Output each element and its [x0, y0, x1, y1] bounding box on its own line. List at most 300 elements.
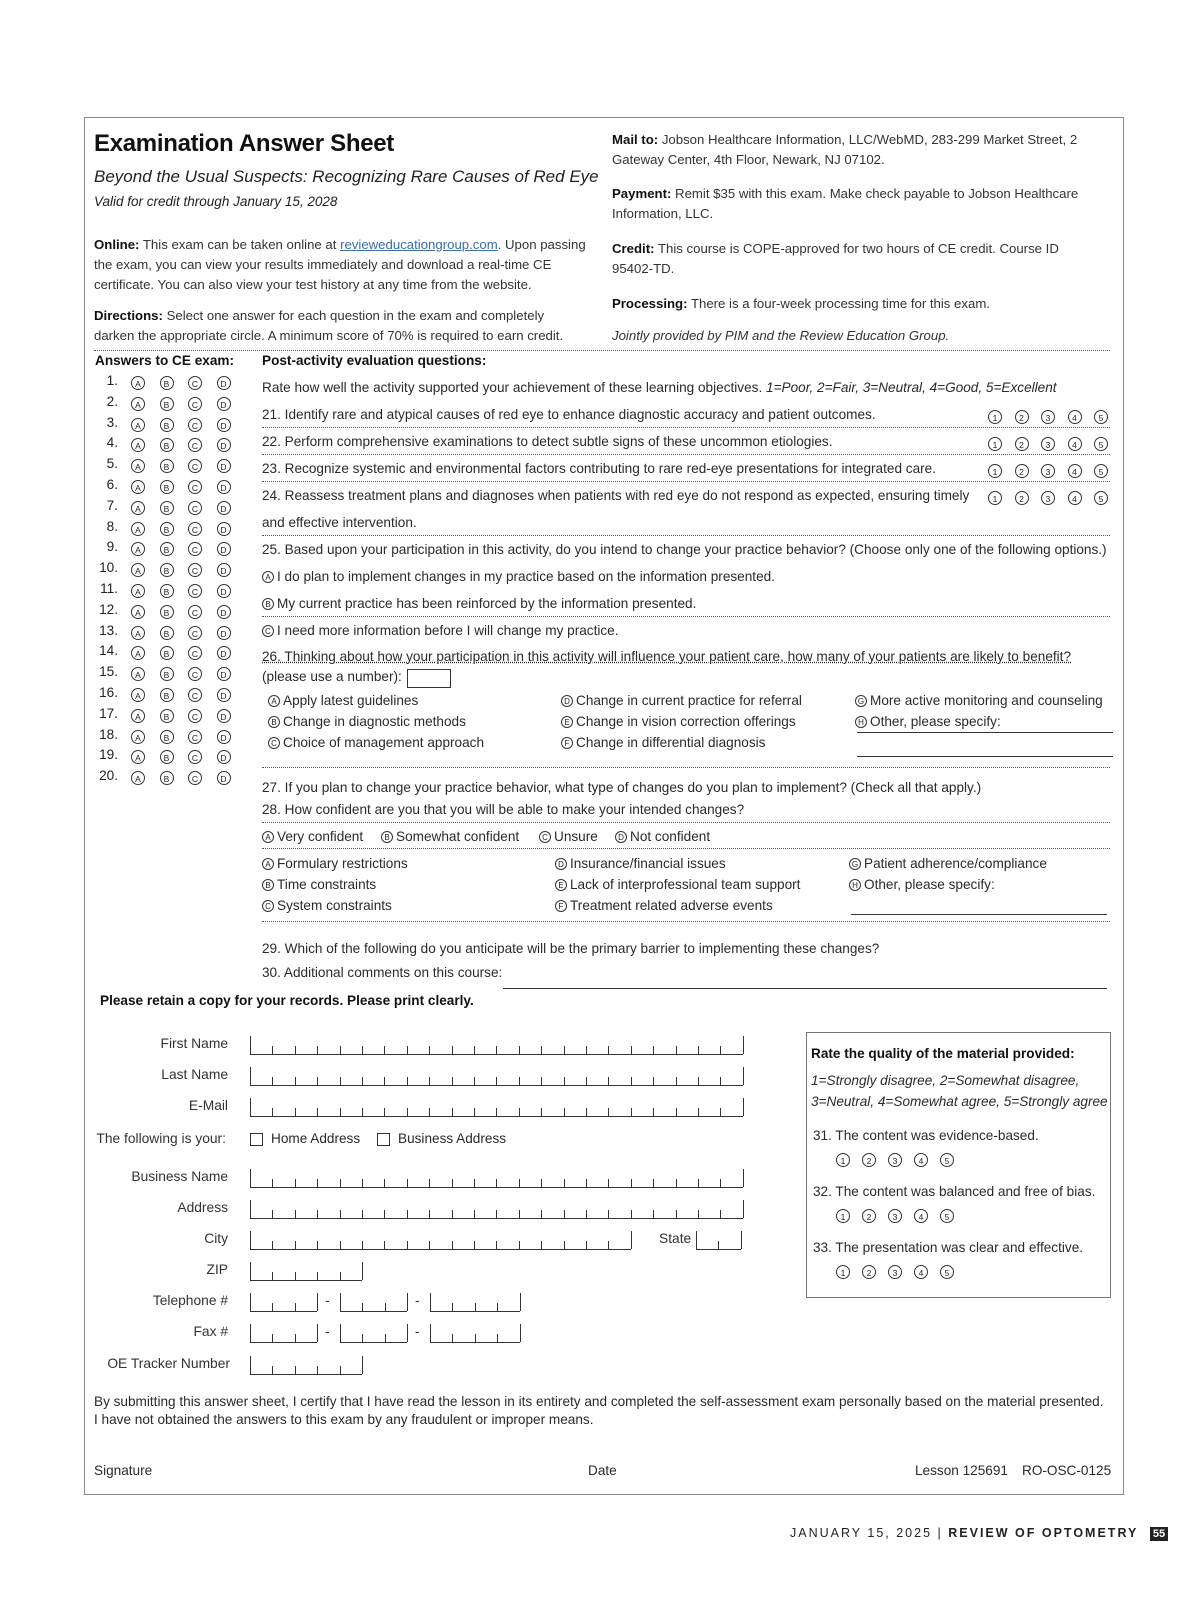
rating-bubble-5[interactable]: 5 [1094, 491, 1108, 505]
home-address-option[interactable] [250, 1131, 360, 1146]
rating-bubble-3[interactable]: 3 [1041, 464, 1055, 478]
answer-bubble-d[interactable]: D [217, 397, 231, 411]
box-divider [340, 1179, 341, 1187]
option-bubble[interactable]: F [555, 900, 567, 912]
quality-bubble-5[interactable]: 5 [940, 1265, 954, 1279]
answer-bubble-a[interactable]: A [131, 542, 145, 556]
answer-bubble-b[interactable]: B [160, 605, 174, 619]
answer-bubble-c[interactable]: C [188, 376, 202, 390]
box-divider [429, 1108, 430, 1116]
option-label: Change in current practice for referral [576, 693, 802, 708]
answer-bubble-b[interactable]: B [160, 626, 174, 640]
box-divider [474, 1241, 475, 1249]
box-divider [317, 1293, 318, 1311]
box-divider [317, 1366, 318, 1374]
box-divider [362, 1334, 363, 1342]
answer-bubble-d[interactable]: D [217, 771, 231, 785]
divider [262, 848, 1110, 849]
telephone-prefix[interactable] [340, 1291, 407, 1312]
box-divider [272, 1366, 273, 1374]
zip-boxes[interactable] [250, 1260, 362, 1281]
rating-bubble-1[interactable]: 1 [988, 464, 1002, 478]
box-divider [317, 1108, 318, 1116]
rating-bubble-1[interactable]: 1 [988, 437, 1002, 451]
answer-bubble-c[interactable]: C [188, 397, 202, 411]
question-number: 14. [99, 643, 118, 659]
box-divider [452, 1046, 453, 1054]
telephone-line-number[interactable] [430, 1291, 520, 1312]
answer-bubble-b[interactable]: B [160, 750, 174, 764]
answer-bubble-c[interactable]: C [188, 522, 202, 536]
q32-text: 32. The content was balanced and free of bias. [813, 1184, 1096, 1199]
answer-bubble-c[interactable]: C [188, 501, 202, 515]
rate-intro-text: Rate how well the activity supported your achievement of these learning objectives. [262, 380, 763, 395]
oe-tracker-boxes[interactable] [250, 1354, 362, 1375]
box-divider [317, 1324, 318, 1342]
rating-bubble-5[interactable]: 5 [1094, 464, 1108, 478]
box-divider [429, 1179, 430, 1187]
answer-bubble-d[interactable]: D [217, 480, 231, 494]
rating-bubble-3[interactable]: 3 [1041, 491, 1055, 505]
option-a[interactable] [262, 829, 363, 844]
option-e[interactable] [555, 877, 800, 892]
box-divider [497, 1303, 498, 1311]
box-divider [496, 1179, 497, 1187]
answer-bubble-b[interactable]: B [160, 709, 174, 723]
answer-bubble-b[interactable]: B [160, 459, 174, 473]
q27-other-line[interactable] [857, 732, 1113, 733]
answer-bubble-d[interactable]: D [217, 501, 231, 515]
option-bubble[interactable]: B [262, 879, 274, 891]
answer-bubble-d[interactable]: D [217, 563, 231, 577]
box-divider [430, 1324, 431, 1342]
box-divider [676, 1046, 677, 1054]
box-divider [317, 1241, 318, 1249]
answer-bubble-b[interactable]: B [160, 522, 174, 536]
option-bubble[interactable]: E [555, 879, 567, 891]
mail-text: Jobson Healthcare Information, LLC/WebMD, 283-299 Market Street, 2 Gateway Center, 4th Floor, Newark, NJ 07102. [612, 132, 1078, 167]
option-a[interactable] [262, 856, 408, 871]
dash: - [415, 1293, 420, 1308]
rating-bubble-4[interactable]: 4 [1068, 464, 1082, 478]
answer-bubble-d[interactable]: D [217, 688, 231, 702]
option-bubble[interactable]: A [262, 831, 274, 843]
box-divider [541, 1179, 542, 1187]
dash: - [325, 1293, 330, 1308]
box-divider [564, 1179, 565, 1187]
answer-bubble-a[interactable]: A [131, 563, 145, 577]
option-bubble[interactable]: A [262, 571, 274, 583]
answer-bubble-b[interactable]: B [160, 438, 174, 452]
quality-bubble-4[interactable]: 4 [914, 1209, 928, 1223]
box-divider [496, 1241, 497, 1249]
rating-bubble-1[interactable]: 1 [988, 491, 1002, 505]
box-divider [475, 1303, 476, 1311]
option-bubble[interactable]: F [561, 737, 573, 749]
option-b[interactable] [268, 714, 466, 729]
state-boxes[interactable] [696, 1229, 741, 1250]
quality-bubble-2[interactable]: 2 [862, 1153, 876, 1167]
answer-bubble-c[interactable]: C [188, 480, 202, 494]
q27-other-line-2[interactable] [857, 756, 1113, 757]
option-bubble[interactable]: B [262, 598, 274, 610]
answer-bubble-a[interactable]: A [131, 605, 145, 619]
box-divider [340, 1366, 341, 1374]
rating-bubble-3[interactable]: 3 [1041, 437, 1055, 451]
rating-bubble-2[interactable]: 2 [1015, 464, 1029, 478]
question-number: 5. [106, 456, 118, 472]
option-bubble[interactable]: C [262, 900, 274, 912]
box-divider [429, 1077, 430, 1085]
answer-bubble-c[interactable]: C [188, 730, 202, 744]
option-label: Change in vision correction offerings [576, 714, 796, 729]
quality-bubble-4[interactable]: 4 [914, 1265, 928, 1279]
box-divider [250, 1169, 251, 1187]
rating-bubble-2[interactable]: 2 [1015, 410, 1029, 424]
rating-bubble-4[interactable]: 4 [1068, 491, 1082, 505]
option-bubble[interactable]: A [262, 858, 274, 870]
fax-label: Fax # [193, 1324, 228, 1339]
rating-bubble-2[interactable]: 2 [1015, 437, 1029, 451]
q29-other-line[interactable] [851, 914, 1107, 915]
option-label: Apply latest guidelines [283, 693, 419, 708]
answer-bubble-d[interactable]: D [217, 542, 231, 556]
box-divider [452, 1179, 453, 1187]
box-divider [452, 1241, 453, 1249]
option-b[interactable] [381, 829, 519, 844]
quality-bubble-3[interactable]: 3 [888, 1209, 902, 1223]
city-boxes[interactable] [250, 1229, 631, 1250]
quality-bubble-2[interactable]: 2 [862, 1265, 876, 1279]
answer-bubble-b[interactable]: B [160, 730, 174, 744]
option-label: Formulary restrictions [277, 856, 408, 871]
last-name-boxes[interactable] [250, 1065, 743, 1086]
option-bubble[interactable]: A [268, 695, 280, 707]
option-label: Choice of management approach [283, 735, 485, 750]
answer-bubble-d[interactable]: D [217, 626, 231, 640]
option-g[interactable] [849, 856, 1047, 871]
option-d[interactable] [555, 856, 726, 871]
signature-label[interactable]: Signature [94, 1463, 153, 1478]
box-divider [586, 1046, 587, 1054]
answer-row [98, 373, 238, 393]
option-bubble[interactable]: D [561, 695, 573, 707]
box-divider [474, 1046, 475, 1054]
website-link[interactable]: revieweducationgroup.com [340, 237, 498, 252]
answer-bubble-c[interactable]: C [188, 646, 202, 660]
answer-bubble-a[interactable]: A [131, 667, 145, 681]
rate-intro [262, 380, 1057, 395]
box-divider [586, 1241, 587, 1249]
answer-bubble-c[interactable]: C [188, 459, 202, 473]
divider [262, 822, 1110, 823]
option-e[interactable] [561, 714, 796, 729]
answer-bubble-b[interactable]: B [160, 688, 174, 702]
answer-bubble-c[interactable]: C [188, 418, 202, 432]
quality-bubble-1[interactable]: 1 [836, 1209, 850, 1223]
quality-bubble-5[interactable]: 5 [940, 1153, 954, 1167]
answer-bubble-a[interactable]: A [131, 397, 145, 411]
answer-bubble-d[interactable]: D [217, 376, 231, 390]
option-g[interactable] [855, 693, 1103, 708]
answer-bubble-d[interactable]: D [217, 418, 231, 432]
rating-bubble-1[interactable]: 1 [988, 410, 1002, 424]
question-number: 9. [106, 539, 118, 555]
business-address-checkbox[interactable] [377, 1133, 390, 1146]
divider [262, 454, 1110, 455]
answer-bubble-d[interactable]: D [217, 750, 231, 764]
answer-bubble-a[interactable]: A [131, 709, 145, 723]
answer-bubble-a[interactable]: A [131, 750, 145, 764]
rating-bubble-5[interactable]: 5 [1094, 410, 1108, 424]
fax-area-code[interactable] [250, 1322, 317, 1343]
quality-bubble-1[interactable]: 1 [836, 1265, 850, 1279]
answer-bubble-b[interactable]: B [160, 418, 174, 432]
q30-comment-line[interactable] [503, 988, 1107, 989]
oe-tracker-label: OE Tracker Number [107, 1356, 230, 1371]
dash: - [325, 1324, 330, 1339]
option-b[interactable] [262, 596, 696, 611]
answer-bubble-d[interactable]: D [217, 459, 231, 473]
box-divider [586, 1179, 587, 1187]
answer-row [98, 747, 238, 767]
answer-bubble-d[interactable]: D [217, 709, 231, 723]
answer-bubble-b[interactable]: B [160, 563, 174, 577]
option-bubble[interactable]: C [262, 625, 274, 637]
option-c[interactable] [262, 623, 619, 638]
answer-bubble-b[interactable]: B [160, 771, 174, 785]
box-divider [631, 1108, 632, 1116]
box-divider [698, 1210, 699, 1218]
answer-bubble-d[interactable]: D [217, 667, 231, 681]
box-divider [496, 1210, 497, 1218]
option-bubble[interactable]: C [539, 831, 551, 843]
answer-bubble-d[interactable]: D [217, 730, 231, 744]
answer-bubble-a[interactable]: A [131, 501, 145, 515]
rating-bubble-5[interactable]: 5 [1094, 437, 1108, 451]
processing-label: Processing: [612, 296, 688, 311]
answer-bubble-a[interactable]: A [131, 771, 145, 785]
quality-bubble-3[interactable]: 3 [888, 1265, 902, 1279]
question-number: 3. [106, 414, 118, 430]
box-divider [295, 1241, 296, 1249]
rating-bubble-3[interactable]: 3 [1041, 410, 1055, 424]
answer-bubble-a[interactable]: A [131, 584, 145, 598]
rating-bubble-2[interactable]: 2 [1015, 491, 1029, 505]
home-address-checkbox[interactable] [250, 1133, 263, 1146]
box-divider [317, 1046, 318, 1054]
box-divider [429, 1210, 430, 1218]
answer-bubble-b[interactable]: B [160, 542, 174, 556]
option-bubble[interactable]: H [855, 716, 867, 728]
option-h[interactable] [849, 877, 995, 892]
box-divider [720, 1210, 721, 1218]
q24-text-cont: and effective intervention. [262, 515, 417, 530]
answer-bubble-c[interactable]: C [188, 542, 202, 556]
telephone-label: Telephone # [152, 1293, 228, 1308]
box-divider [250, 1067, 251, 1085]
answer-bubble-b[interactable]: B [160, 667, 174, 681]
answer-bubble-d[interactable]: D [217, 646, 231, 660]
box-divider [362, 1303, 363, 1311]
box-divider [362, 1262, 363, 1280]
state-label: State [659, 1231, 692, 1246]
box-divider [295, 1046, 296, 1054]
box-divider [295, 1077, 296, 1085]
option-f[interactable] [561, 735, 765, 750]
option-label: Change in differential diagnosis [576, 735, 766, 750]
option-bubble[interactable]: B [381, 831, 393, 843]
answer-bubble-b[interactable]: B [160, 480, 174, 494]
q26-number-input[interactable] [407, 669, 451, 688]
box-divider [720, 1108, 721, 1116]
footer-separator: | [937, 1526, 943, 1540]
box-divider [608, 1179, 609, 1187]
box-divider [608, 1108, 609, 1116]
box-divider [698, 1179, 699, 1187]
quality-bubble-2[interactable]: 2 [862, 1209, 876, 1223]
box-divider [385, 1334, 386, 1342]
option-d[interactable] [561, 693, 802, 708]
address-boxes[interactable] [250, 1198, 743, 1219]
box-divider [519, 1179, 520, 1187]
q23-text: 23. Recognize systemic and environmental factors contributing to rare red-eye presentations for integrated care. [262, 461, 936, 476]
answer-bubble-d[interactable]: D [217, 438, 231, 452]
answer-bubble-c[interactable]: C [188, 667, 202, 681]
answer-row [98, 477, 238, 497]
city-label: City [204, 1231, 228, 1246]
box-divider [384, 1046, 385, 1054]
box-divider [295, 1272, 296, 1280]
answer-bubble-c[interactable]: C [188, 709, 202, 723]
email-boxes[interactable] [250, 1096, 743, 1117]
answer-bubble-c[interactable]: C [188, 438, 202, 452]
answer-bubble-b[interactable]: B [160, 376, 174, 390]
box-divider [407, 1241, 408, 1249]
answer-bubble-a[interactable]: A [131, 480, 145, 494]
box-divider [519, 1108, 520, 1116]
answer-bubble-a[interactable]: A [131, 522, 145, 536]
option-bubble[interactable]: H [849, 879, 861, 891]
answer-bubble-c[interactable]: C [188, 584, 202, 598]
date-label[interactable]: Date [588, 1463, 617, 1478]
business-address-option[interactable] [377, 1131, 506, 1146]
option-bubble[interactable]: C [268, 737, 280, 749]
box-divider [653, 1077, 654, 1085]
box-divider [696, 1231, 697, 1249]
answer-bubble-b[interactable]: B [160, 501, 174, 515]
answer-bubble-b[interactable]: B [160, 397, 174, 411]
quality-bubble-1[interactable]: 1 [836, 1153, 850, 1167]
business-name-boxes[interactable] [250, 1167, 743, 1188]
answer-bubble-a[interactable]: A [131, 376, 145, 390]
option-f[interactable] [555, 898, 773, 913]
first-name-boxes[interactable] [250, 1034, 743, 1055]
answer-bubble-c[interactable]: C [188, 563, 202, 577]
rating-bubble-4[interactable]: 4 [1068, 437, 1082, 451]
option-bubble[interactable]: G [849, 858, 861, 870]
option-bubble[interactable]: D [615, 831, 627, 843]
option-a[interactable] [262, 569, 775, 584]
option-a[interactable] [268, 693, 418, 708]
quality-bubble-5[interactable]: 5 [940, 1209, 954, 1223]
box-divider [586, 1077, 587, 1085]
box-divider [496, 1077, 497, 1085]
option-h[interactable] [855, 714, 1001, 729]
answer-bubble-a[interactable]: A [131, 688, 145, 702]
option-c[interactable] [268, 735, 484, 750]
option-c[interactable] [539, 829, 598, 844]
option-b[interactable] [262, 877, 376, 892]
quality-scale-2: 3=Neutral, 4=Somewhat agree, 5=Strongly agree [811, 1094, 1108, 1109]
answer-bubble-a[interactable]: A [131, 730, 145, 744]
page-title: Examination Answer Sheet [94, 130, 394, 157]
question-number: 13. [99, 622, 118, 638]
answer-row [98, 706, 238, 726]
fax-prefix[interactable] [340, 1322, 407, 1343]
question-number: 8. [106, 518, 118, 534]
answer-bubble-a[interactable]: A [131, 626, 145, 640]
box-divider [452, 1303, 453, 1311]
answer-bubble-c[interactable]: C [188, 750, 202, 764]
answer-bubble-a[interactable]: A [131, 418, 145, 432]
option-bubble[interactable]: D [555, 858, 567, 870]
quality-bubble-4[interactable]: 4 [914, 1153, 928, 1167]
box-divider [407, 1077, 408, 1085]
answer-bubble-d[interactable]: D [217, 584, 231, 598]
answer-bubble-c[interactable]: C [188, 688, 202, 702]
box-divider [474, 1179, 475, 1187]
box-divider [608, 1241, 609, 1249]
quality-bubble-3[interactable]: 3 [888, 1153, 902, 1167]
question-number: 17. [99, 705, 118, 721]
answer-bubble-a[interactable]: A [131, 459, 145, 473]
dash: - [415, 1324, 420, 1339]
answer-bubble-b[interactable]: B [160, 646, 174, 660]
answer-bubble-c[interactable]: C [188, 605, 202, 619]
answer-bubble-a[interactable]: A [131, 646, 145, 660]
box-divider [586, 1210, 587, 1218]
answer-bubble-c[interactable]: C [188, 771, 202, 785]
option-bubble[interactable]: B [268, 716, 280, 728]
question-number: 20. [99, 768, 118, 784]
option-bubble[interactable]: G [855, 695, 867, 707]
directions-text: Select one answer for each question in the exam and completely darken the appropriate circle. A minimum score of 70% is required to earn credit. [94, 308, 564, 343]
credit-paragraph [612, 239, 1082, 279]
box-divider [743, 1169, 744, 1187]
answer-bubble-a[interactable]: A [131, 438, 145, 452]
box-divider [272, 1179, 273, 1187]
box-divider [272, 1334, 273, 1342]
box-divider [741, 1231, 742, 1249]
box-divider [362, 1077, 363, 1085]
answer-row [98, 643, 238, 663]
answer-bubble-d[interactable]: D [217, 522, 231, 536]
option-d[interactable] [615, 829, 710, 844]
option-bubble[interactable]: E [561, 716, 573, 728]
option-c[interactable] [262, 898, 392, 913]
answer-bubble-d[interactable]: D [217, 605, 231, 619]
rating-bubble-4[interactable]: 4 [1068, 410, 1082, 424]
answer-bubble-c[interactable]: C [188, 626, 202, 640]
telephone-area-code[interactable] [250, 1291, 317, 1312]
box-divider [452, 1334, 453, 1342]
answer-bubble-b[interactable]: B [160, 584, 174, 598]
fax-line-number[interactable] [430, 1322, 520, 1343]
answer-row [98, 519, 238, 539]
box-divider [272, 1303, 273, 1311]
question-number: 7. [106, 497, 118, 513]
